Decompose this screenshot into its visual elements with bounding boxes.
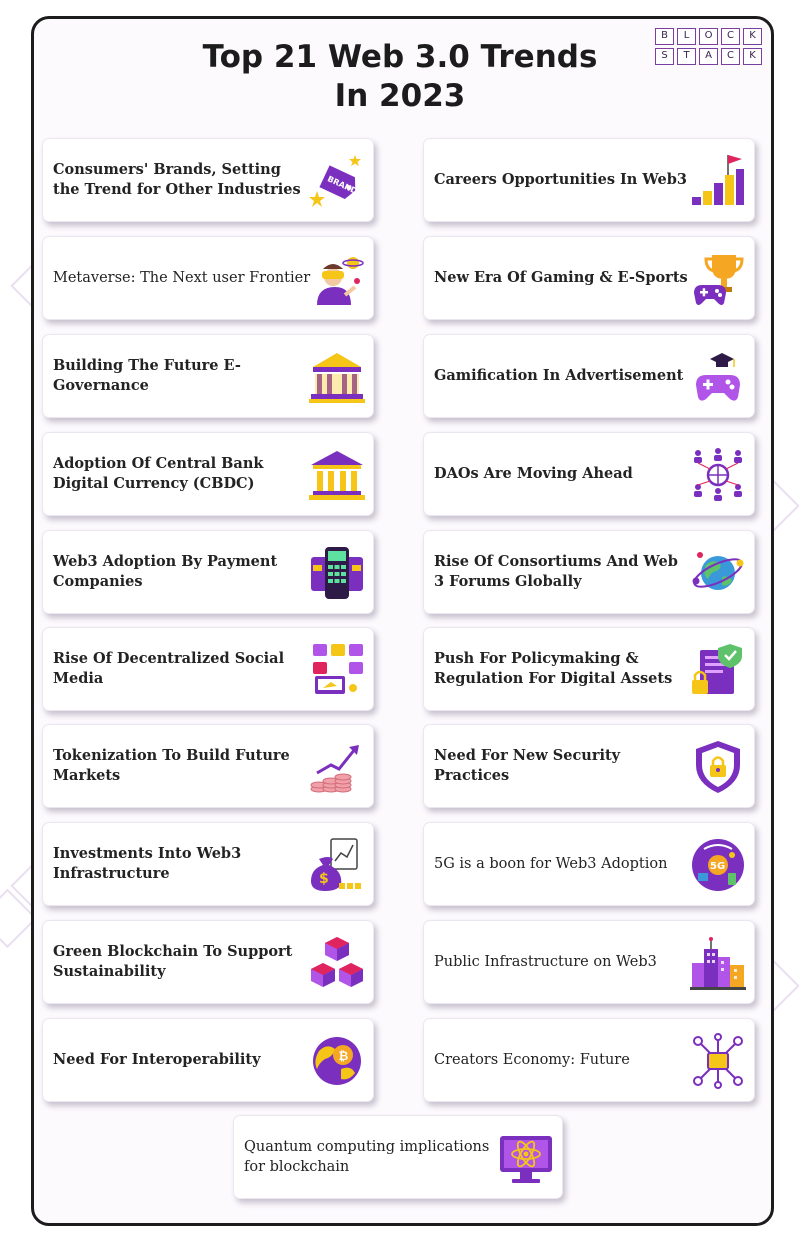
dao-network-icon <box>690 447 746 503</box>
blockstack-logo <box>655 28 762 68</box>
trend-label: Green Blockchain To Support Sustainability <box>53 943 293 980</box>
trend-card-gamification <box>423 334 755 418</box>
logo-letter: L <box>677 28 696 45</box>
trend-label: Rise Of Consortiums And Web 3 Forums Globally <box>434 553 678 590</box>
logo-letter: O <box>699 28 718 45</box>
gamepad-graduation-cap-icon <box>690 349 746 405</box>
trend-card-gaming <box>423 236 755 320</box>
trend-card-decentralized-social <box>42 627 374 711</box>
trend-label: Gamification In Advertisement <box>434 367 684 384</box>
brand-tag-icon <box>309 153 365 209</box>
social-media-icon <box>309 642 365 698</box>
globe-orbit-icon <box>690 545 746 601</box>
coin-stack-arrow-icon <box>309 739 365 795</box>
government-building-icon <box>309 349 365 405</box>
trend-label: Push For Policymaking & Regulation For Digital Assets <box>434 650 673 687</box>
creator-network-icon <box>690 1033 746 1089</box>
quantum-monitor-icon <box>498 1130 554 1186</box>
trend-label: Adoption Of Central Bank Digital Currency (CBDC) <box>53 455 264 492</box>
svg-text:$: $ <box>319 871 329 887</box>
trend-card-green-blockchain <box>42 920 374 1004</box>
security-shield-icon <box>690 739 746 795</box>
trend-label: 5G is a boon for Web3 Adoption <box>434 856 668 872</box>
trend-label: Web3 Adoption By Payment Companies <box>53 553 278 590</box>
title-line-2: In 2023 <box>334 78 466 114</box>
logo-letter: T <box>677 48 696 65</box>
logo-letter: S <box>655 48 674 65</box>
trend-card-5g <box>423 822 755 906</box>
trend-label: Careers Opportunities In Web3 <box>434 171 687 188</box>
trend-label: New Era Of Gaming & E-Sports <box>434 269 688 286</box>
svg-text:5G: 5G <box>710 861 726 872</box>
svg-text:₿: ₿ <box>338 1049 349 1063</box>
trend-card-public-infrastructure <box>423 920 755 1004</box>
city-buildings-icon <box>690 935 746 991</box>
trend-card-creators-economy <box>423 1018 755 1102</box>
trend-card-careers <box>423 138 755 222</box>
trend-card-daos <box>423 432 755 516</box>
trend-card-policymaking <box>423 627 755 711</box>
trend-card-cbdc <box>42 432 374 516</box>
title-line-1: Top 21 Web 3.0 Trends <box>202 39 598 75</box>
trophy-gamepad-icon <box>690 251 746 307</box>
crypto-globe-icon <box>309 1033 365 1089</box>
trend-label: Quantum computing implications for blockchain <box>244 1139 490 1175</box>
logo-row-1 <box>655 28 762 45</box>
trend-card-investments <box>42 822 374 906</box>
trend-label: Need For New Security Practices <box>434 747 621 784</box>
vr-headset-user-icon <box>309 251 365 307</box>
trend-card-consumer-brands <box>42 138 374 222</box>
trend-card-quantum-computing <box>233 1115 563 1199</box>
trend-label: Building The Future E-Governance <box>53 357 241 394</box>
trend-label: Public Infrastructure on Web3 <box>434 954 657 970</box>
svg-text:BRAND: BRAND <box>326 174 359 196</box>
trend-card-consortiums <box>423 530 755 614</box>
trend-card-interoperability <box>42 1018 374 1102</box>
logo-letter: C <box>721 28 740 45</box>
trend-card-payment-companies <box>42 530 374 614</box>
logo-letter: B <box>655 28 674 45</box>
logo-letter: C <box>721 48 740 65</box>
trend-label: Consumers' Brands, Setting the Trend for Other Industries <box>53 161 301 198</box>
trend-label: Metaverse: The Next user Frontier <box>53 270 311 286</box>
blockchain-cubes-icon <box>309 935 365 991</box>
trend-card-security <box>423 724 755 808</box>
logo-letter: K <box>743 48 762 65</box>
trend-label: Investments Into Web3 Infrastructure <box>53 845 242 882</box>
growth-chart-flag-icon <box>690 153 746 209</box>
money-bag-chart-icon <box>309 837 365 893</box>
5g-network-icon <box>690 837 746 893</box>
trend-label: Tokenization To Build Future Markets <box>53 747 290 784</box>
trend-label: Need For Interoperability <box>53 1051 261 1068</box>
trend-card-tokenization <box>42 724 374 808</box>
logo-letter: A <box>699 48 718 65</box>
logo-letter: K <box>743 28 762 45</box>
trend-label: DAOs Are Moving Ahead <box>434 465 633 482</box>
trend-card-e-governance <box>42 334 374 418</box>
trend-card-metaverse <box>42 236 374 320</box>
trend-label: Creators Economy: Future <box>434 1052 630 1068</box>
logo-row-2 <box>655 48 762 65</box>
trend-label: Rise Of Decentralized Social Media <box>53 650 285 687</box>
payment-terminal-icon <box>309 545 365 601</box>
policy-document-lock-icon <box>690 642 746 698</box>
bank-icon <box>309 447 365 503</box>
